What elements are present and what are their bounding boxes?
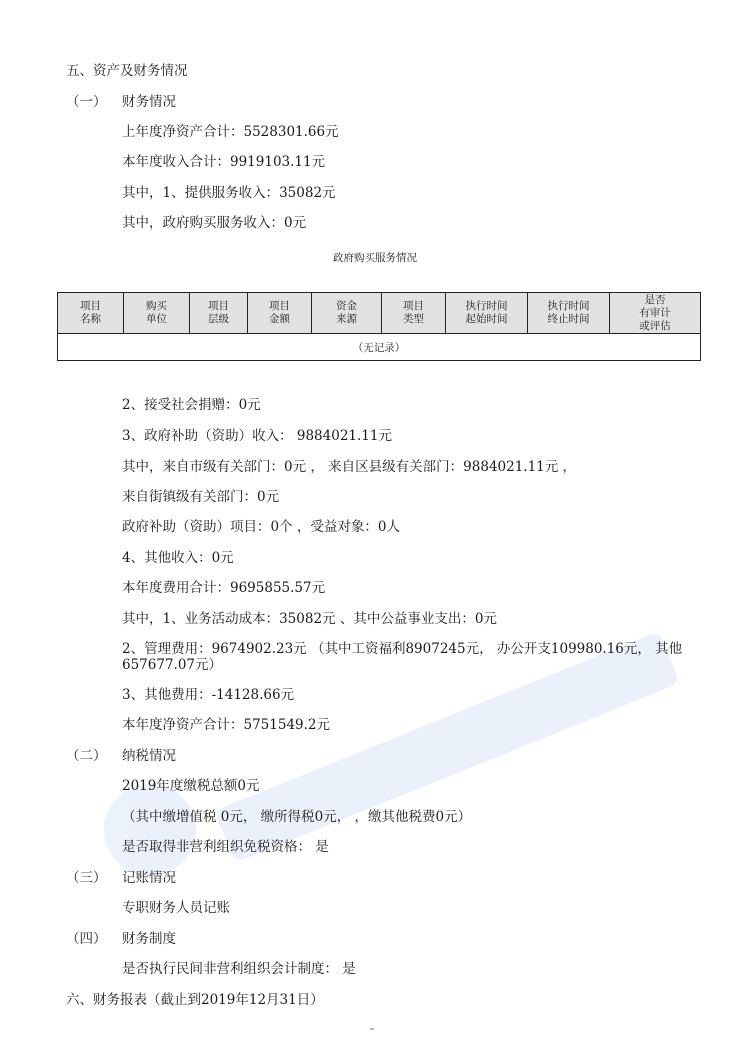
sub4-number: （四） [66,931,107,947]
sub3-number: （三） [66,870,107,886]
other-expense: 3、其他费用：-14128.66元 [122,687,295,703]
col-header-project-type: 项目 类型 [382,293,446,334]
col-header-fund-source: 资金 来源 [312,293,382,334]
income-total: 本年度收入合计：9919103.11元 [122,154,326,170]
subsidy-projects: 政府补助（资助）项目：0个 ，受益对象：0人 [122,519,400,535]
business-cost: 其中，1、业务活动成本：35082元 、其中公益事业支出：0元 [122,611,497,627]
other-income: 4、其他收入：0元 [122,550,234,566]
gov-purchase-table [57,292,701,361]
tax-detail: （其中缴增值税 0元， 缴所得税0元， ，缴其他税费0元） [122,809,472,825]
section6-title: 六、财务报表（截止到2019年12月31日） [66,992,324,1008]
col-header-project-name: 项目 名称 [58,293,124,334]
accounting-system: 是否执行民间非营利组织会计制度： 是 [122,961,356,977]
col-header-end-time: 执行时间 终止时间 [528,293,610,334]
mgmt-fee-line1: 2、管理费用：9674902.23元 （其中工资福利8907245元， 办公开支109980.16元， 其他 [122,641,683,657]
page-mark [370,1028,374,1030]
empty-record-cell: （无记录） [58,334,701,361]
service-income: 其中，1、提供服务收入：35082元 [122,185,336,201]
col-header-start-time: 执行时间 起始时间 [446,293,528,334]
prev-net-assets: 上年度净资产合计：5528301.66元 [122,124,339,140]
subsidy-from: 其中，来自市级有关部门：0元 ， 来自区县级有关部门：9884021.11元 ， [122,459,577,475]
gov-table-caption: 政府购买服务情况 [333,252,417,264]
tax-exempt: 是否取得非营利组织免税资格： 是 [122,839,329,855]
bookkeeping: 专职财务人员记账 [122,900,230,916]
curr-net-assets: 本年度净资产合计：5751549.2元 [122,717,331,733]
donation: 2、接受社会捐赠：0元 [122,397,261,413]
sub2-title: 纳税情况 [122,748,176,764]
sub3-title: 记账情况 [122,870,176,886]
tax-total: 2019年度缴税总额0元 [122,778,260,794]
col-header-project-amount: 项目 金额 [248,293,312,334]
gov-table-header-row [58,293,701,334]
mgmt-fee-line2: 657677.07元） [122,657,223,673]
section5-title: 五、资产及财务情况 [66,63,188,79]
sub2-number: （二） [66,748,107,764]
col-header-audit: 是否 有审计 或评估 [610,293,701,334]
subsidy: 3、政府补助（资助）收入： 9884021.11元 [122,428,392,444]
sub1-number: （一） [66,94,107,110]
table-row [58,334,701,361]
col-header-project-level: 项目 层级 [190,293,248,334]
col-header-purchaser: 购买 单位 [124,293,190,334]
expense-total: 本年度费用合计：9695855.57元 [122,580,326,596]
subsidy-street: 来自街镇级有关部门：0元 [122,489,280,505]
sub1-title: 财务情况 [122,94,176,110]
gov-purchase-income: 其中，政府购买服务收入：0元 [122,215,307,231]
sub4-title: 财务制度 [122,931,176,947]
